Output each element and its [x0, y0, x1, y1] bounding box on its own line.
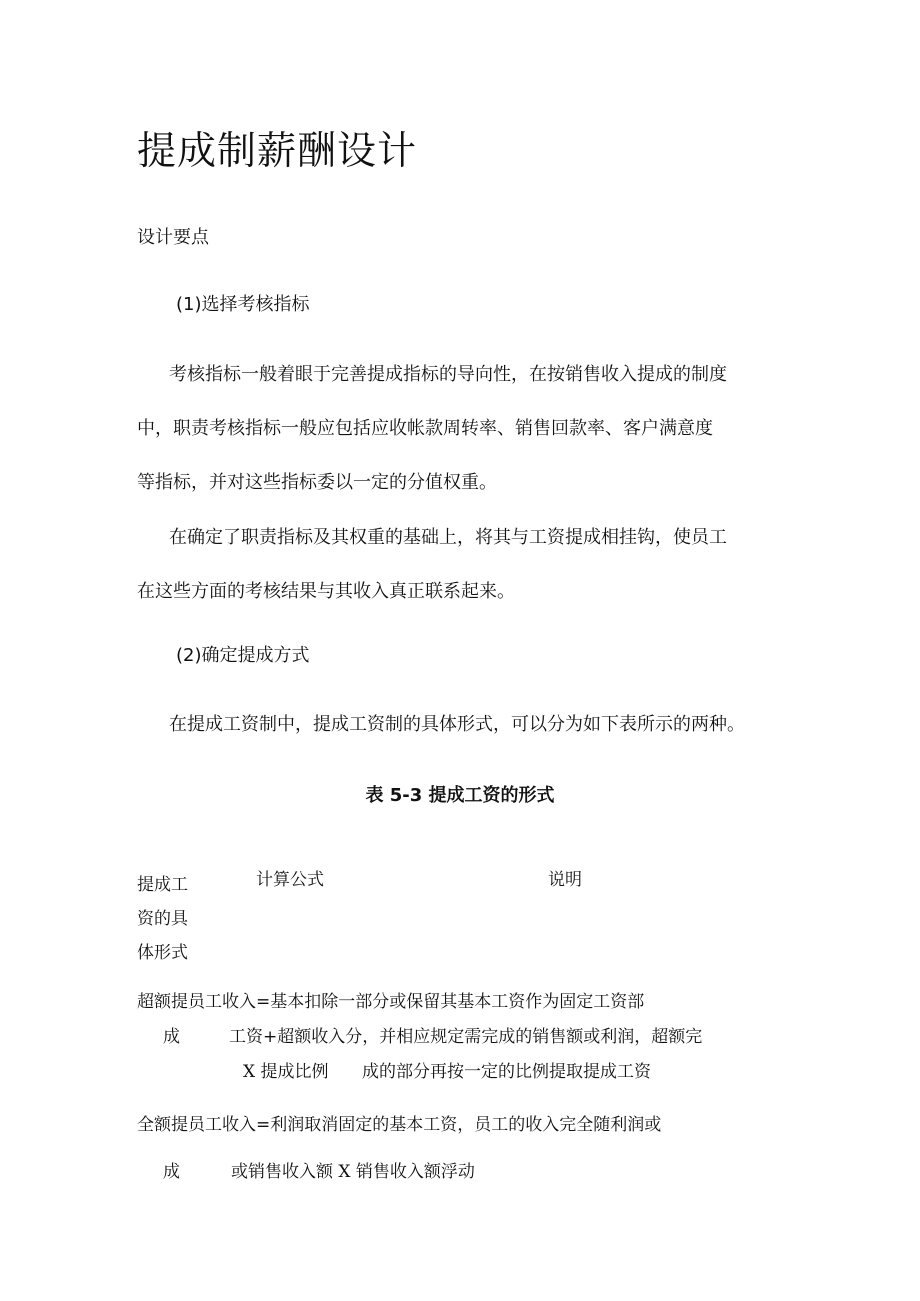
table-row2-line2-text: 或销售收入额 X 销售收入额浮动: [231, 1162, 475, 1182]
table-row1-line2-text: 工资+超额收入分，并相应规定需完成的销售额或利润，超额完: [229, 1027, 703, 1047]
paragraph-indicators: [137, 348, 787, 510]
table-header-line: 体形式: [137, 943, 188, 963]
table-header-formula: 计算公式: [256, 870, 324, 890]
heading-commission-method: (2)确定提成方式: [176, 645, 310, 666]
paragraph-commission-forms: 在提成工资制中，提成工资制的具体形式，可以分为如下表所示的两种。: [169, 714, 745, 735]
paragraph-line: 考核指标一般着眼于完善提成指标的导向性，在按销售收入提成的制度: [169, 364, 727, 385]
paragraph-line: 在这些方面的考核结果与其收入真正联系起来。: [137, 581, 515, 602]
paragraph-line: 在确定了职责指标及其权重的基础上，将其与工资提成相挂钩，使员工: [169, 527, 727, 548]
table-row1-line1: 超额提员工收入=基本扣除一部分或保留其基本工资作为固定工资部: [137, 992, 645, 1012]
table-header-description: 说明: [548, 870, 582, 890]
paragraph-line: 中，职责考核指标一般应包括应收帐款周转率、销售回款率、客户满意度: [137, 418, 713, 439]
table-row2-line2-form: 成: [163, 1162, 180, 1182]
table-row1-line3-formula: X 提成比例: [243, 1062, 329, 1082]
paragraph-line: 等指标，并对这些指标委以一定的分值权重。: [137, 472, 497, 493]
table-header-line: 资的具: [137, 909, 188, 929]
document-title: 提成制薪酬设计: [137, 129, 418, 174]
table-row1-line3-text: 成的部分再按一定的比例提取提成工资: [362, 1062, 651, 1082]
table-header-form: [137, 868, 188, 970]
paragraph-weights: [137, 511, 787, 619]
table-row2-line1: 全额提员工收入=利润取消固定的基本工资，员工的收入完全随利润或: [137, 1115, 662, 1135]
section-label: 设计要点: [137, 227, 209, 248]
table-row1-line2-form: 成: [163, 1027, 180, 1047]
heading-select-indicators: (1)选择考核指标: [176, 294, 310, 315]
table-header-line: 提成工: [137, 875, 188, 895]
table-caption: 表 5-3 提成工资的形式: [365, 785, 555, 806]
